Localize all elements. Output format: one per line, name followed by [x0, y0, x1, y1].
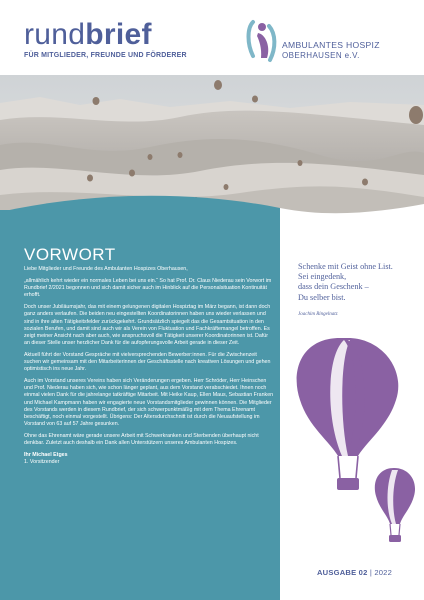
newsletter-subtitle: FÜR MITGLIEDER, FREUNDE UND FÖRDERER [24, 52, 187, 59]
large-balloon-icon [297, 338, 399, 490]
quote-line: Sei eingedenk, [298, 272, 347, 282]
article-paragraph: Auch im Vorstand unseres Vereins haben sich Veränderungen ergeben. Herr Schröder, Herr Heinschen und Prof. Niederau haben sich, wie schon länger geplant, aus dem Vorstand verabschiedet. Ihnen noch einmal vielen Dank für die jahrelange tatkräftige Mitarbeit. Mit Heike Kaup, Ellen Maus, Sebastian Franken und Michael Kampmann haben wir engagierte neue Vorstandsmitglieder gewinnen können. Die Mitglieder des Vorstands werden in diesem Rundbrief, der sich schwerpunktmäßig mit dem Thema Ehrenamt beschäftigt, noch einmal vorgestellt. Übrigens: Der Altersdurchschnitt ist durch die Neuaufstellung im Vorstand von 63 auf 57 Jahre gesunken. [24, 378, 274, 427]
quote-author: Joachim Ringelnatz [298, 312, 338, 317]
quote-line: dass dein Geschenk – [298, 282, 369, 292]
signature-role: 1. Vorsitzender [24, 459, 60, 466]
article-title: VORWORT [24, 245, 116, 264]
header [0, 0, 424, 75]
quote-line: Schenke mit Geist ohne List. [298, 262, 393, 271]
issue-label: AUSGABE 02 | 2022 [317, 568, 393, 577]
logo-bold: brief [85, 18, 152, 51]
quote-line: Du selber bist. [298, 292, 346, 302]
org-city: OBERHAUSEN e.V. [282, 51, 360, 60]
article-paragraph: „allmählich kehrt wieder ein normales Leben bei uns ein.“ So hat Prof. Dr. Claus Niederau sein Vorwort im Rundbrief 2/2021 begonnen und sich damit sicher auch im Hinblick auf die Personalsituation Kontinuität erhofft. [24, 278, 272, 299]
rundbrief-logo [24, 20, 152, 50]
article-body [24, 266, 274, 466]
signature-name: Ihr Michael Etges [24, 452, 68, 459]
article-paragraph: Doch unser Jubiläumsjahr, das mit einem gelungenen digitalen Hospiztag im März begann, ist dann doch ganz anders verlaufen. Die beiden neu eingestellten Koordinatorinnen haben uns wieder verlassen und sind in ihre alten Tätigkeitsfelder zurückgekehrt. Grundsätzlich spiegelt das die Gesamtsituation in den sozialen Berufen, und damit sind auch wir als Verein von Fluktuation und Fachkräftemangel betroffen. Es zeigt meiner Ansicht nach aber auch, wie anspruchsvoll die Tätigkeit unserer Koordinatorinnen ist. Dafür an dieser Stelle unser herzlicher Dank für die aufopferungsvolle Arbeit gerade in dieser Zeit. [24, 304, 271, 346]
logo-light: rund [24, 18, 86, 51]
hot-air-balloons-illustration [282, 330, 424, 560]
issue-number: AUSGABE 02 [317, 568, 368, 577]
issue-year: 2022 [374, 568, 393, 577]
small-balloon-icon [375, 468, 415, 542]
article-paragraph: Aktuell führt der Vorstand Gespräche mit vielversprechenden Bewerber:innen. Für die Zwischenzeit suchen wir gemeinsam mit den Mitarbeiterinnen der Geschäftsstelle nach kreativen Lösungen und gehen optimistisch ins neue Jahr. [24, 351, 271, 373]
article-paragraph: Ohne das Ehrenamt wäre gerade unsere Arbeit mit Schwerkranken und Sterbenden überhaupt nicht denkbar. Zuletzt auch deshalb ein Dank allen Unterstützern unseres Ambulanten Hospizes. [24, 432, 259, 446]
decorative-wave [0, 190, 424, 250]
poem-quote [298, 262, 413, 303]
article-paragraph: Liebe Mitglieder und Freunde des Ambulanten Hospizes Oberhausen, [24, 266, 188, 272]
org-name: AMBULANTES HOSPIZ [282, 40, 380, 50]
